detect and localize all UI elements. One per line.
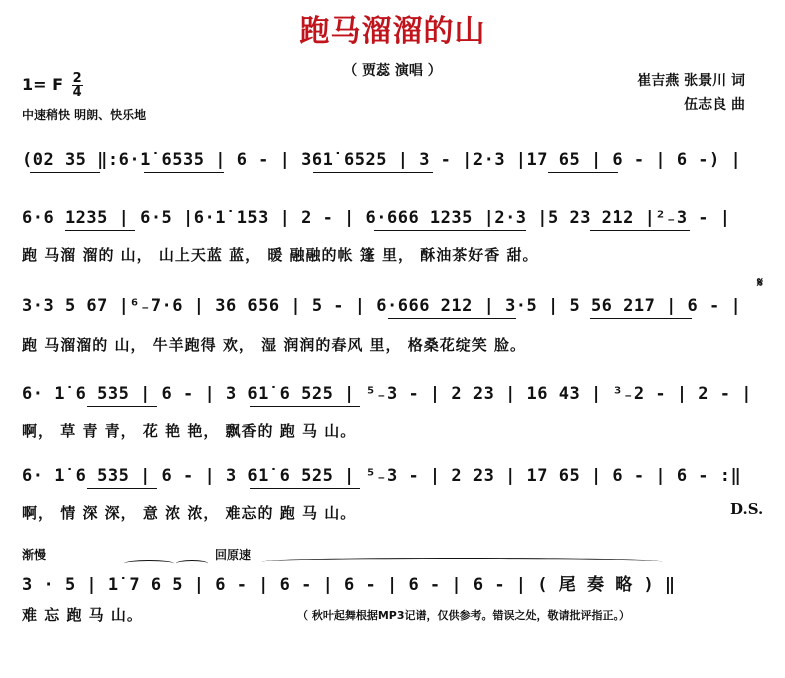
underline-mark: [250, 406, 360, 407]
underline-mark: [313, 172, 433, 173]
underline-mark: [388, 318, 516, 319]
score-row-3-lyrics: 跑 马溜溜的 山， 牛羊跑得 欢， 湿 润润的春风 里， 格桑花绽笑 脸。: [22, 336, 527, 354]
underline-mark: [65, 230, 135, 231]
score-row-6-notes: 3 · 5 | 1̇ 7 6 5 | 6 - | 6 - | 6 - | 6 - | 6 - | ( 尾 奏 略 ) ‖: [22, 575, 676, 595]
song-title: 跑马溜溜的山: [299, 14, 486, 49]
transcription-footnote: （ 秋叶起舞根据MP3记谱，仅供参考。错误之处，敬请批评指正。）: [297, 609, 630, 622]
score-row-4-notes: 6· 1̇ 6 535 | 6 - | 3 61̇ 6 525 | ⁵₋3 - | 2 23 | 16 43 | ³₋2 - | 2 - |: [22, 384, 752, 404]
time-numerator: 2: [72, 71, 82, 86]
score-row-6-lyrics: 难 忘 跑 马 山。: [22, 606, 143, 624]
underline-mark: [87, 488, 157, 489]
time-signature: [72, 72, 83, 99]
dal-segno-label: D.S.: [730, 500, 764, 518]
segno-sign: 𝄋: [757, 275, 764, 291]
key-prefix: 1= F: [22, 75, 64, 94]
slur-mark: [176, 560, 208, 567]
score-row-1-notes: (02 35 ‖:6·1̇ 6535 | 6 - | 361̇ 6525 | 3 - |2·3 |17 65 | 6 - | 6 -) |: [22, 150, 742, 170]
key-signature: [22, 72, 83, 99]
time-denominator: 4: [72, 85, 82, 100]
underline-mark: [590, 230, 690, 231]
ritardando-label: 渐慢: [22, 548, 47, 562]
tempo-marking: 中速稍快 明朗、快乐地: [22, 108, 147, 122]
underline-mark: [144, 172, 224, 173]
tie-mark: [262, 558, 662, 565]
score-row-2-notes: 6·6 1235 | 6·5 |6·1̇ 153 | 2 - | 6·666 1235 |2·3 |5 23 2̇12 |²₋3 - |: [22, 208, 731, 228]
score-row-5-lyrics: 啊， 情 深 深， 意 浓 浓， 难忘的 跑 马 山。: [22, 504, 357, 522]
score-row-3-notes: 3·3 5 67 |⁶₋7·6 | 36 656 | 5 - | 6·666 212 | 3·5 | 5 56 217 | 6 - |: [22, 296, 742, 316]
slur-mark: [124, 560, 174, 567]
underline-mark: [590, 318, 692, 319]
a-tempo-label: 回原速: [215, 548, 252, 562]
underline-mark: [250, 488, 360, 489]
composer-credit: 伍志良 曲: [684, 97, 745, 113]
singer-credit: （ 贾蕊 演唱 ）: [343, 63, 442, 79]
underline-mark: [30, 172, 100, 173]
score-row-5-notes: 6· 1̇ 6 535 | 6 - | 3 61̇ 6 525 | ⁵₋3 - | 2 23 | 17 65 | 6 - | 6 - :‖: [22, 466, 742, 486]
lyricist-credit: 崔吉燕 张景川 词: [637, 73, 745, 89]
underline-mark: [374, 230, 526, 231]
score-row-2-lyrics: 跑 马溜 溜的 山， 山上天蓝 蓝， 暖 融融的帐 篷 里， 酥油茶好香 甜。: [22, 246, 539, 264]
score-row-4-lyrics: 啊， 草 青 青， 花 艳 艳， 飘香的 跑 马 山。: [22, 422, 357, 440]
underline-mark: [548, 172, 618, 173]
underline-mark: [87, 406, 157, 407]
